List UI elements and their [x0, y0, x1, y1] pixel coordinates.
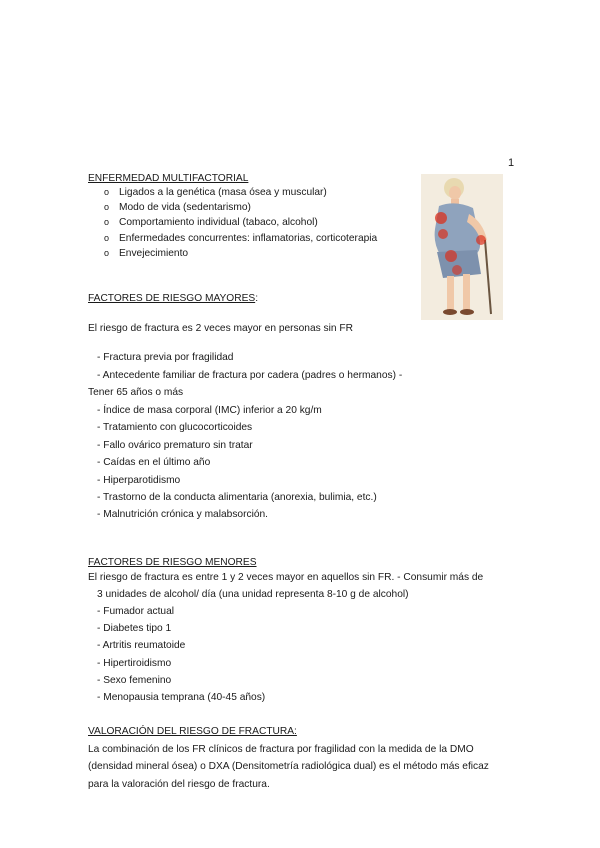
menores-list	[97, 603, 265, 706]
list-item: o Envejecimiento	[104, 246, 377, 261]
list-item: - Hipertiroidismo	[97, 657, 172, 669]
list-item: - Tratamiento con glucocorticoides	[97, 422, 253, 434]
list-item: - Caídas en el último año	[97, 457, 211, 469]
list-item: - Fumador actual	[97, 606, 175, 617]
bullet-marker: o	[104, 232, 110, 243]
section-heading-mayores: FACTORES DE RIESGO MAYORES:	[88, 293, 259, 304]
list-item: - Trastorno de la conducta alimentaria (anorexia, bulimia, etc.)	[97, 492, 377, 504]
list-item: o Comportamiento individual (tabaco, alcohol)	[104, 215, 377, 230]
list-item: - Antecedente familiar de fractura por cadera (padres o hermanos) -	[97, 370, 403, 381]
list-item: - Fallo ovárico prematuro sin tratar	[97, 439, 253, 451]
list-item: - Fractura previa por fragilidad	[97, 352, 234, 363]
page-number: 1	[508, 157, 515, 169]
bullet-marker: o	[104, 217, 110, 228]
list-item: - Sexo femenino	[97, 674, 172, 686]
valoracion-line-1: La combinación de los FR clínicos de fractura por fragilidad con la medida de la DMO	[88, 744, 474, 755]
list-item: - Menopausia temprana (40-45 años)	[97, 692, 266, 704]
multifactorial-list	[104, 185, 377, 261]
list-item: o Ligados a la genética (masa ósea y muscular)	[104, 185, 377, 200]
valoracion-line-2: (densidad mineral ósea) o DXA (Densitometría radiológica dual) es el método más eficaz	[88, 761, 489, 772]
valoracion-line-3: para la valoración del riesgo de fractura.	[88, 779, 270, 790]
mayores-intro: El riesgo de fractura es 2 veces mayor en personas sin FR	[88, 323, 353, 334]
list-item: o Modo de vida (sedentarismo)	[104, 200, 377, 215]
list-item: - Artritis reumatoide	[97, 640, 186, 652]
mayores-list	[97, 402, 377, 524]
list-item: Tener 65 años o más	[88, 387, 184, 398]
section-heading-valoracion: VALORACIÓN DEL RIESGO DE FRACTURA:	[88, 726, 297, 737]
menores-line-1: El riesgo de fractura es entre 1 y 2 veces mayor en aquellos sin FR. - Consumir más de	[88, 572, 484, 583]
list-item: - Hiperparotidismo	[97, 474, 181, 486]
section-heading-multifactorial: ENFERMEDAD MULTIFACTORIAL	[88, 173, 249, 184]
osteoporosis-figure-illustration	[421, 174, 503, 320]
list-item: o Enfermedades concurrentes: inflamatorias, corticoterapia	[104, 231, 377, 246]
bullet-marker: o	[104, 247, 110, 258]
list-item: - Índice de masa corporal (IMC) inferior a 20 kg/m	[97, 405, 322, 416]
list-item: - Diabetes tipo 1	[97, 623, 172, 635]
section-heading-menores: FACTORES DE RIESGO MENORES	[88, 557, 257, 568]
menores-line-2: 3 unidades de alcohol/ día (una unidad representa 8-10 g de alcohol)	[97, 589, 409, 600]
list-item: - Malnutrición crónica y malabsorción.	[97, 509, 268, 521]
bullet-marker: o	[104, 187, 110, 197]
bullet-marker: o	[104, 202, 110, 213]
